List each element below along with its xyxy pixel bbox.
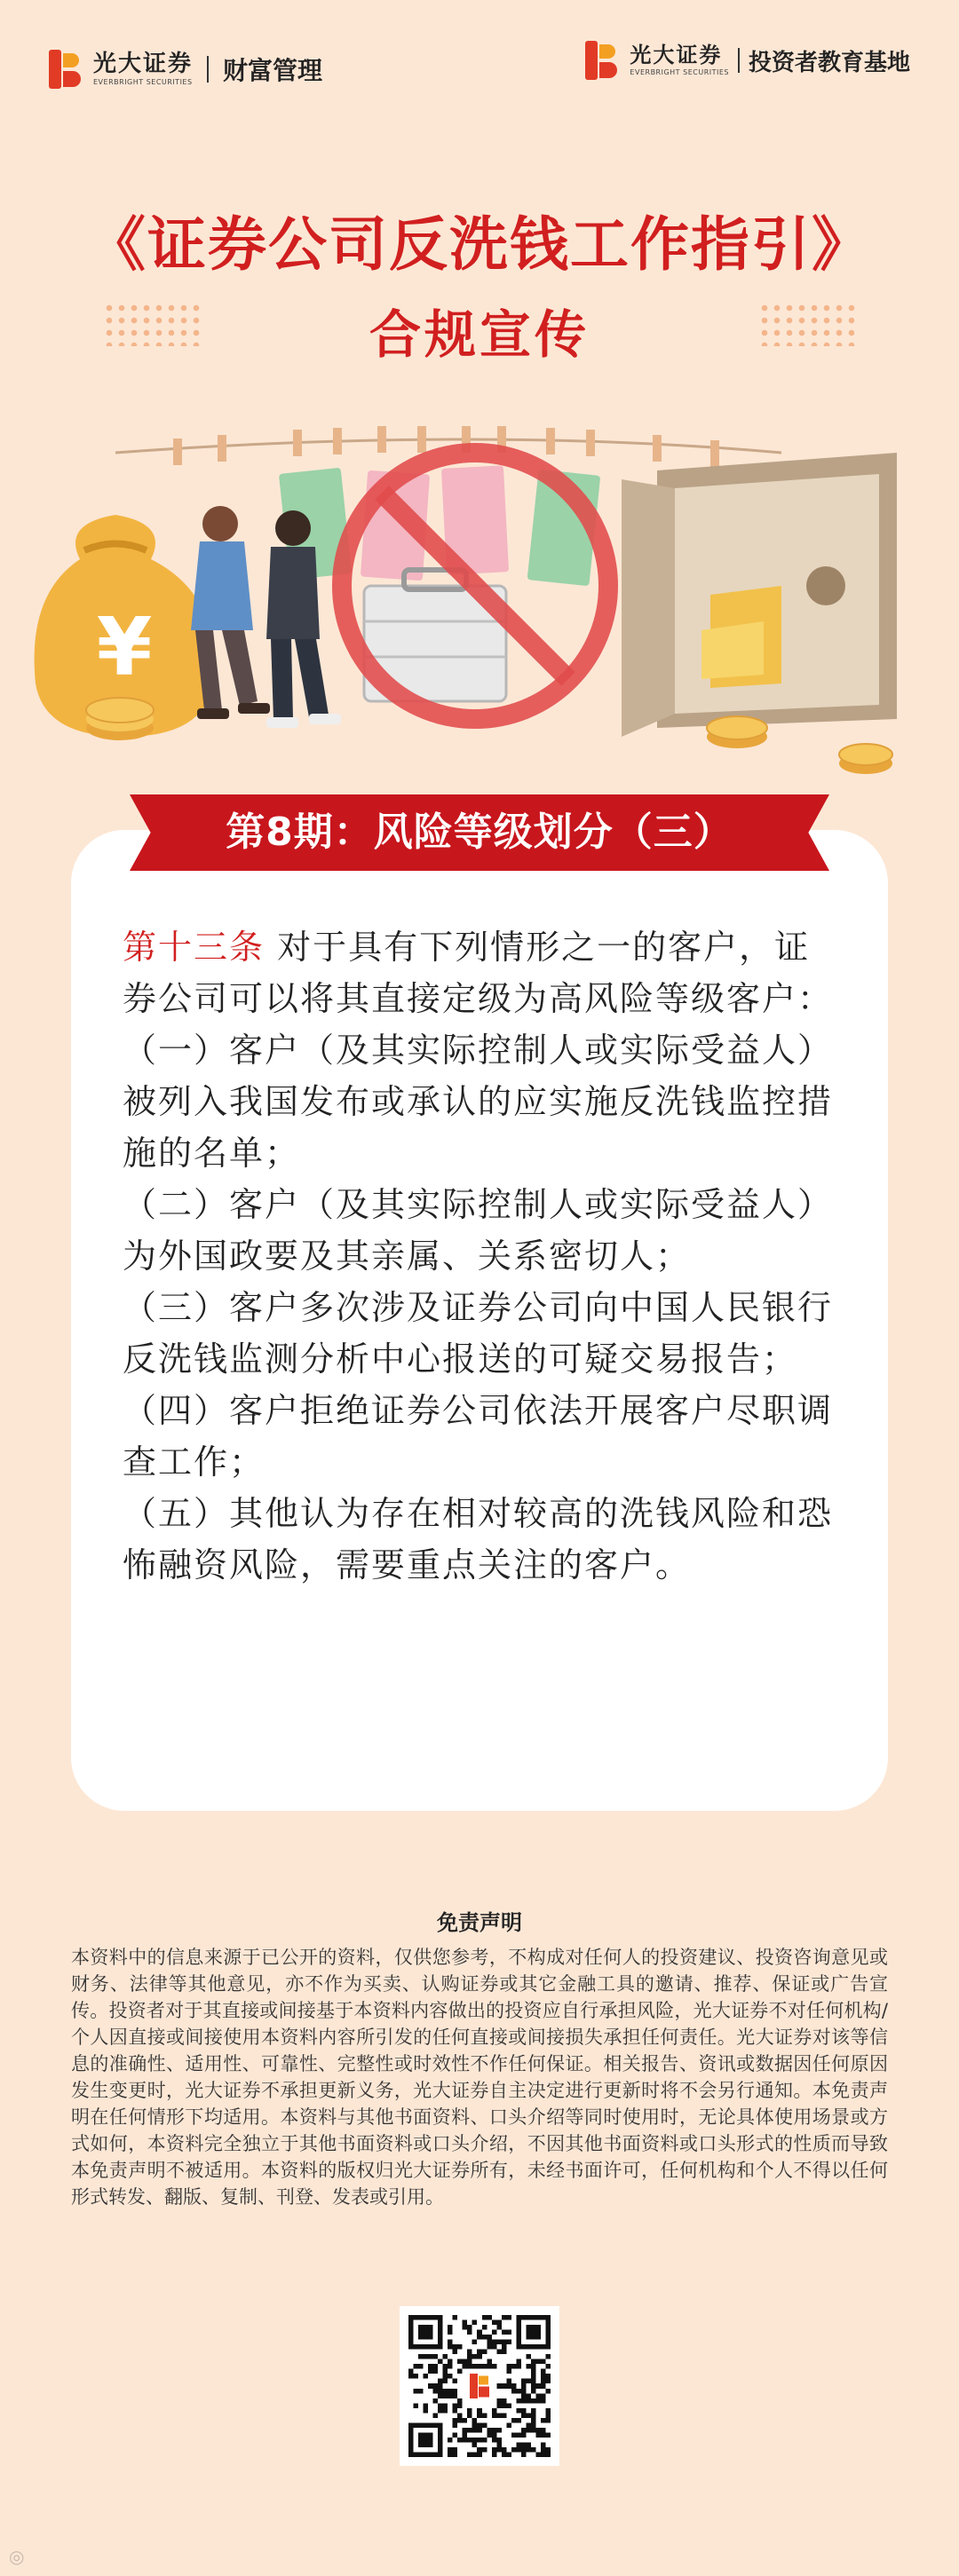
everbright-logo-icon xyxy=(49,50,81,89)
decor-dots-right xyxy=(758,302,856,346)
coin-icon xyxy=(86,698,154,740)
brand-right-text xyxy=(630,44,729,76)
header xyxy=(0,36,959,115)
qr-code[interactable] xyxy=(400,2306,559,2466)
disclaimer-title: 免责声明 xyxy=(437,1910,522,1935)
everbright-logo-icon xyxy=(585,41,617,80)
brand-left-en: EVERBRIGHT SECURITIES xyxy=(93,78,193,86)
brand-left-cn: 光大证券 xyxy=(93,51,194,77)
brand-right xyxy=(585,41,910,80)
brand-right-en: EVERBRIGHT SECURITIES xyxy=(630,68,729,76)
coin-icon xyxy=(707,716,892,774)
article-number: 第十三条 xyxy=(123,928,266,967)
article-item-2: （二）客户（及其实际控制人或实际受益人）为外国政要及其亲属、关系密切人； xyxy=(123,1185,834,1276)
article-item-3: （三）客户多次涉及证券公司向中国人民银行反洗钱监测分析中心报送的可疑交易报告； xyxy=(123,1288,834,1379)
brand-left-text xyxy=(93,52,193,86)
brand-left xyxy=(49,50,322,89)
qr-code-icon xyxy=(408,2315,551,2457)
article-intro xyxy=(123,921,842,1024)
episode-banner xyxy=(130,794,829,871)
episode-banner-text: 第8期：风险等级划分（三） xyxy=(226,810,733,855)
page-subtitle: 合规宣传 xyxy=(369,304,590,365)
anti-money-laundering-illustration xyxy=(0,417,959,790)
brand-left-divider xyxy=(207,56,209,83)
brand-left-sub: 财富管理 xyxy=(223,56,323,85)
article-text xyxy=(123,921,842,1591)
suspect-figure-icon xyxy=(191,506,270,719)
brand-right-sub: 投资者教育基地 xyxy=(748,49,910,76)
brand-right-divider xyxy=(738,48,740,73)
disclaimer-body: 本资料中的信息来源于已公开的资料，仅供您参考，不构成对任何人的投资建议、投资咨询意见或财务、法律等其他意见，亦不作为买卖、认购证券或其它金融工具的邀请、推荐、保证或广告宣传。投资者对于其直接或间接基于本资料内容做出的投资应自行承担风险，光大证券不对任何机构/个人因直接或间接使用本资料内容所引发的任何直接或间接损失承担任何责任。光大证券对该等信息的准确性、适用性、可靠性、完整性或时效性不作任何保证。相关报告、资讯或数据因任何原因发生变更时，光大证券不承担更新义务，光大证券自主决定进行更新时将不会另行通知。本免责声明在任何情形下均适用。本资料与其他书面资料、口头介绍等同时使用时，无论具体使用场景或方式如何，本资料完全独立于其他书面资料或口头介绍，不因其他书面资料或口头形式的性质而导致本免责声明不被适用。本资料的版权归光大证券所有，未经书面许可，任何机构和个人不得以任何形式转发、翻版、复制、刊登、发表或引用。 xyxy=(71,1947,888,2208)
brand-right-cn: 光大证券 xyxy=(630,43,723,67)
svg-text:¥: ¥ xyxy=(96,601,153,694)
article-item-5: （五）其他认为存在相对较高的洗钱风险和恐怖融资风险，需要重点关注的客户。 xyxy=(123,1494,834,1584)
article-item-4: （四）客户拒绝证券公司依法开展客户尽职调查工作； xyxy=(123,1391,834,1482)
article-intro-text: 对于具有下列情形之一的客户，证券公司可以将其直接定级为高风险等级客户： xyxy=(123,928,834,1018)
safe-icon xyxy=(622,453,897,737)
watermark-icon: ◎ xyxy=(9,2546,25,2567)
article-item-1: （一）客户（及其实际控制人或实际受益人）被列入我国发布或承认的应实施反洗钱监控措施的名单； xyxy=(123,1031,834,1173)
page-title: 《证券公司反洗钱工作指引》 xyxy=(87,210,872,279)
